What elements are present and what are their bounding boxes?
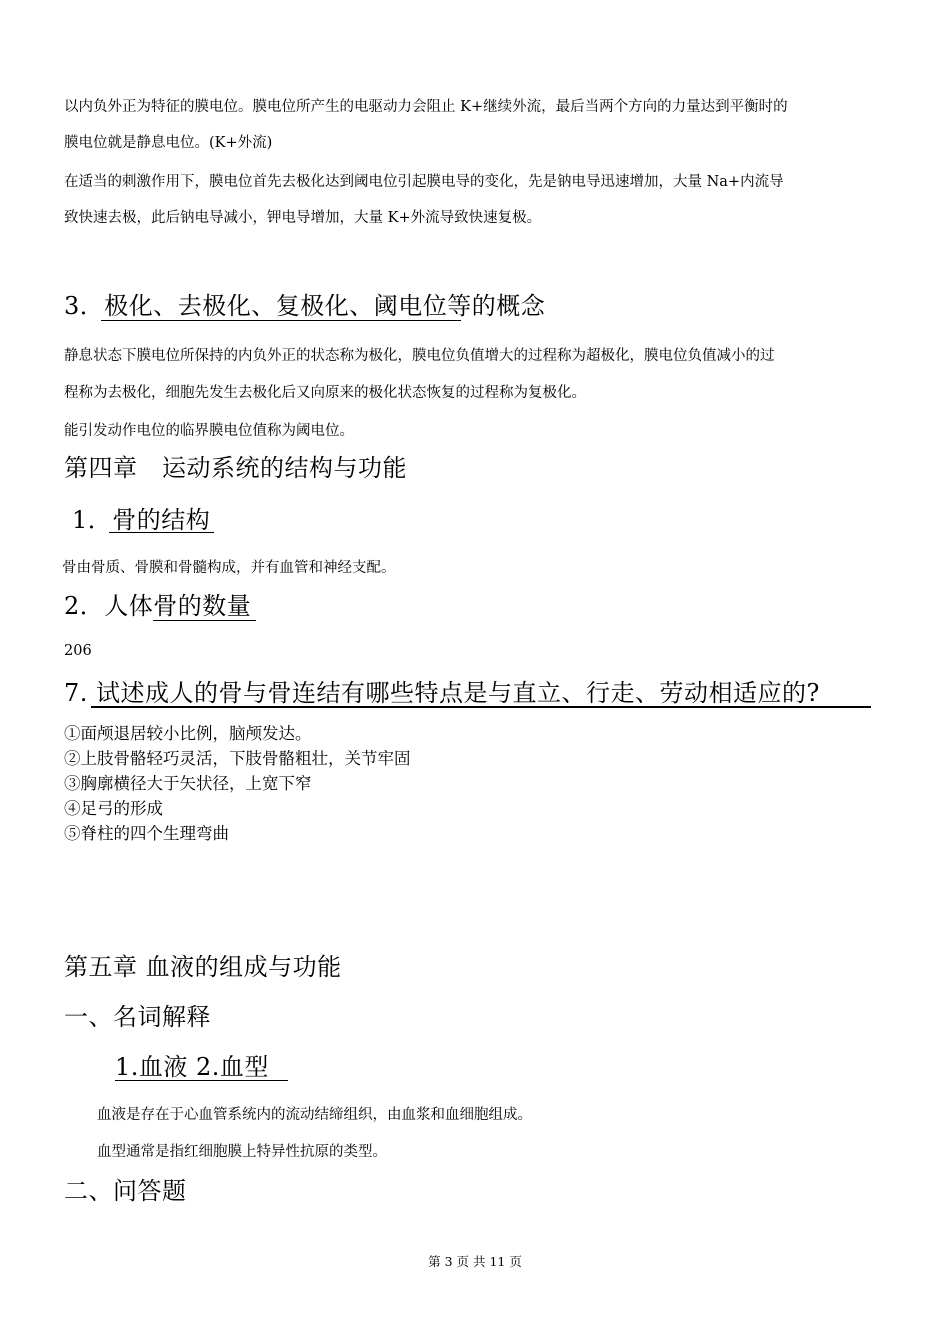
paragraph-line: 能引发动作电位的临界膜电位值称为阈电位。 — [64, 423, 354, 439]
question-heading: 3．极化、去极化、复极化、阈电位等的概念 — [64, 292, 546, 320]
paragraph-line: 静息状态下膜电位所保持的内负外正的状态称为极化，膜电位负值增大的过程称为超极化，膜电位负值减小的过 — [64, 348, 775, 364]
page-footer: 第 3 页 共 11 页 — [428, 1254, 522, 1269]
question-heading: 1.血液 2.血型 — [115, 1053, 269, 1081]
section-heading: 二、问答题 — [64, 1177, 187, 1205]
question-heading: 1．骨的结构 — [72, 506, 211, 534]
definition-text: 血型通常是指红细胞膜上特异性抗原的类型。 — [97, 1144, 387, 1160]
chapter-title: 第四章 运动系统的结构与功能 — [64, 454, 407, 482]
question-heading: 2．人体骨的数量 — [64, 592, 252, 620]
answer-text: 206 — [64, 643, 92, 659]
definition-text: 血液是存在于心血管系统内的流动结缔组织，由血浆和血细胞组成。 — [97, 1107, 532, 1123]
list-item: ①面颅退居较小比例，脑颅发达。 — [64, 724, 312, 743]
question-heading: 7. 试述成人的骨与骨连结有哪些特点是与直立、行走、劳动相适应的? — [64, 679, 820, 707]
paragraph-line: 在适当的刺激作用下，膜电位首先去极化达到阈电位引起膜电导的变化，先是钠电导迅速增加，大量 Na+内流导 — [64, 174, 784, 190]
heading-underline — [101, 320, 461, 321]
paragraph-line: 程称为去极化，细胞先发生去极化后又向原来的极化状态恢复的过程称为复极化。 — [64, 385, 586, 401]
list-item: ④足弓的形成 — [64, 799, 163, 818]
answer-text: 骨由骨质、骨膜和骨髓构成，并有血管和神经支配。 — [62, 560, 396, 576]
paragraph-line: 致快速去极，此后钠电导减小，钾电导增加，大量 K+外流导致快速复极。 — [64, 210, 542, 226]
paragraph-line: 膜电位就是静息电位。(K+外流) — [64, 135, 273, 151]
paragraph-line: 以内负外正为特征的膜电位。膜电位所产生的电驱动力会阻止 K+继续外流，最后当两个方向的力量达到平衡时的 — [64, 99, 788, 115]
heading-underline — [91, 706, 871, 708]
heading-underline — [109, 532, 214, 533]
list-item: ③胸廓横径大于矢状径，上宽下窄 — [64, 774, 312, 793]
chapter-title: 第五章 血液的组成与功能 — [64, 953, 342, 981]
list-item: ②上肢骨骼轻巧灵活，下肢骨骼粗壮，关节牢固 — [64, 749, 411, 768]
heading-underline — [115, 1080, 288, 1081]
section-heading: 一、名词解释 — [64, 1003, 211, 1031]
heading-underline — [153, 620, 256, 621]
list-item: ⑤脊柱的四个生理弯曲 — [64, 824, 229, 843]
